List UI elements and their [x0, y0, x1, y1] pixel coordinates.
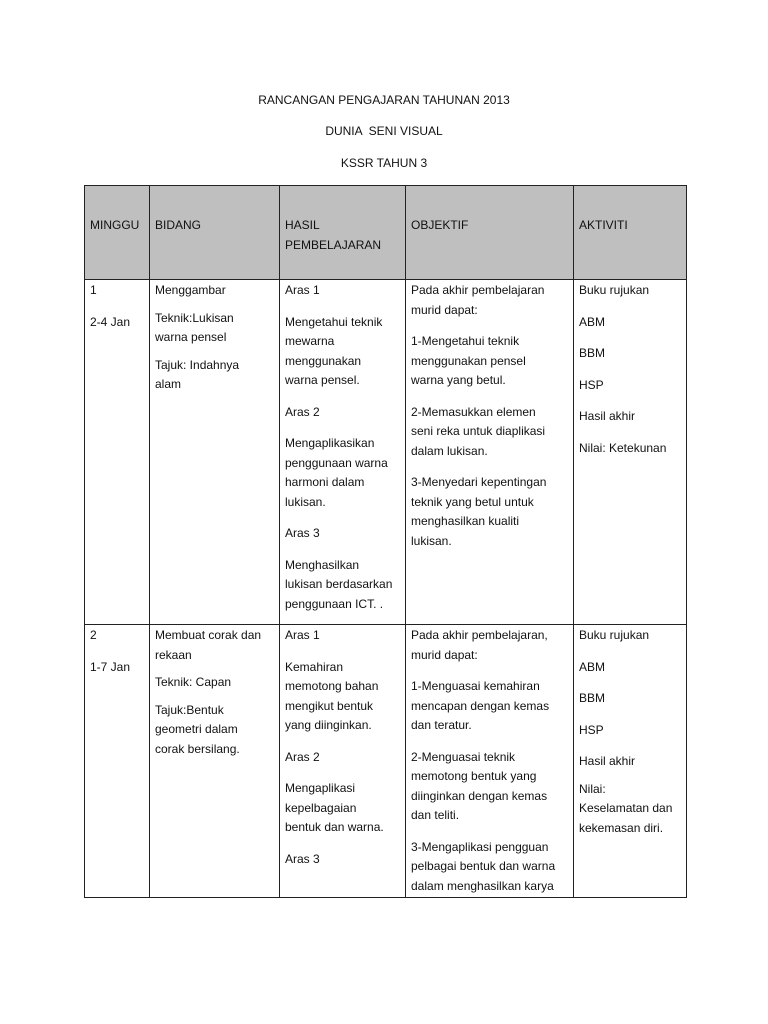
text-line: murid dapat:	[411, 302, 478, 317]
text-line: 2-Menguasai teknik	[411, 749, 516, 764]
text-line: 3-Mengaplikasi pengguan	[411, 839, 549, 854]
activity-item: BBM	[579, 691, 606, 705]
activity-value	[579, 780, 681, 839]
text-line: Keselamatan dan	[579, 801, 673, 815]
bidang-topic	[155, 356, 274, 395]
learning-outcome	[285, 434, 400, 512]
text-line: menghasilkan kualiti	[411, 514, 520, 528]
header-minggu	[85, 186, 150, 280]
learning-outcome	[285, 658, 400, 736]
text-line: Membuat corak dan	[155, 628, 262, 642]
cell-objektif	[406, 280, 574, 625]
text-line: dalam menghasilkan karya	[411, 878, 554, 893]
text-line: Menghasilkan	[285, 557, 360, 572]
text-line: alam	[155, 377, 182, 391]
level-label: Aras 2	[285, 749, 320, 764]
table-row	[85, 280, 687, 625]
text-line: Kemahiran	[285, 659, 344, 674]
lesson-plan-table	[84, 185, 687, 898]
learning-outcome	[285, 779, 400, 838]
activity-item: BBM	[579, 346, 606, 360]
bidang-technique	[155, 673, 274, 693]
objective-intro	[411, 626, 568, 665]
text-line: memotong bentuk yang	[411, 769, 537, 783]
text-line: Tajuk: Indahnya	[155, 357, 240, 372]
text-line: lukisan.	[411, 533, 452, 548]
text-line: Nilai:	[579, 781, 606, 796]
text-line: bentuk dan warna.	[285, 820, 384, 834]
learning-outcome	[285, 556, 400, 615]
cell-objektif	[406, 625, 574, 898]
activity-item: HSP	[579, 377, 604, 392]
header-aktiviti-label: AKTIVITI	[579, 218, 628, 232]
text-line: 1-Menguasai kemahiran	[411, 679, 540, 693]
text-line: Mengetahui teknik	[285, 314, 383, 329]
cell-minggu	[85, 280, 150, 625]
cell-bidang	[150, 625, 280, 898]
document-subtitle: DUNIA SENI VISUAL	[325, 124, 443, 138]
objective-item	[411, 748, 568, 826]
header-hasil-pembelajaran	[280, 186, 406, 280]
cell-aktiviti	[574, 280, 687, 625]
level-label: Aras 1	[285, 283, 320, 297]
text-line: teknik yang betul untuk	[411, 494, 534, 509]
text-line: warna pensel	[155, 330, 227, 344]
text-line: Teknik:Lukisan	[155, 310, 234, 325]
table-row	[85, 625, 687, 898]
text-line: kekemasan diri.	[579, 820, 664, 835]
text-line: dan teratur.	[411, 718, 472, 732]
level-label: Aras 2	[285, 404, 320, 419]
text-line: Mengaplikasi	[285, 781, 356, 795]
text-line: 2-Memasukkan elemen	[411, 404, 536, 419]
text-line: Mengaplikasikan	[285, 436, 375, 450]
header-bidang	[150, 186, 280, 280]
header-aktiviti	[574, 186, 687, 280]
week-date: 2-4 Jan	[90, 314, 131, 329]
text-line: rekaan	[155, 647, 192, 662]
text-line: lukisan berdasarkan	[285, 577, 393, 591]
text-line: Menggambar	[155, 283, 226, 297]
header-objektif	[406, 186, 574, 280]
activity-item: Buku rujukan	[579, 628, 650, 642]
text-line: 3-Menyedari kepentingan	[411, 475, 547, 489]
objective-item	[411, 403, 568, 462]
activity-item: Hasil akhir	[579, 409, 636, 423]
text-line: dan teliti.	[411, 808, 460, 822]
text-line: dalam lukisan.	[411, 443, 488, 458]
objective-item	[411, 473, 568, 551]
activity-item: ABM	[579, 659, 606, 674]
objective-item	[411, 838, 568, 897]
level-label: Aras 3	[285, 851, 320, 866]
text-line: seni reka untuk diaplikasi	[411, 424, 546, 438]
text-line: Pada akhir pembelajaran	[411, 283, 545, 297]
bidang-field	[155, 626, 274, 665]
text-line: diinginkan dengan kemas	[411, 788, 548, 803]
text-line: pelbagai bentuk dan warna	[411, 859, 556, 873]
text-line: 1-Mengetahui teknik	[411, 334, 520, 348]
document-class-label: KSSR TAHUN 3	[340, 156, 428, 170]
text-line: memotong bahan	[285, 679, 379, 693]
objective-item	[411, 332, 568, 391]
level-label: Aras 3	[285, 526, 320, 540]
cell-aktiviti	[574, 625, 687, 898]
text-line: yang diinginkan.	[285, 718, 372, 732]
bidang-technique	[155, 309, 274, 348]
activity-item: HSP	[579, 722, 604, 737]
text-line: warna pensel.	[285, 373, 360, 387]
cell-hasil-pembelajaran	[280, 280, 406, 625]
bidang-topic	[155, 701, 274, 760]
header-hasil-label-line1: HASIL	[285, 218, 320, 232]
text-line: menggunakan	[285, 353, 362, 368]
text-line: menggunakan pensel	[411, 353, 526, 368]
activity-item: Buku rujukan	[579, 283, 650, 297]
text-line: Tajuk:Bentuk	[155, 702, 224, 717]
text-line: murid dapat:	[411, 647, 478, 662]
text-line: harmoni dalam	[285, 475, 365, 489]
text-line: Pada akhir pembelajaran,	[411, 628, 548, 642]
text-line: mengikut bentuk	[285, 698, 374, 713]
header-bidang-label: BIDANG	[155, 218, 202, 232]
text-line: corak bersilang.	[155, 741, 240, 756]
bidang-field	[155, 281, 274, 301]
week-number: 2	[90, 628, 97, 642]
cell-hasil-pembelajaran	[280, 625, 406, 898]
header-minggu-label: MINGGU	[90, 218, 140, 232]
text-line: penggunaan ICT. .	[285, 596, 384, 611]
cell-minggu	[85, 625, 150, 898]
activity-item: ABM	[579, 314, 606, 329]
activity-item: Hasil akhir	[579, 754, 636, 768]
week-date: 1-7 Jan	[90, 659, 131, 674]
text-line: kepelbagaian	[285, 800, 357, 815]
text-line: lukisan.	[285, 494, 326, 509]
header-hasil-label-line2: PEMBELAJARAN	[285, 237, 382, 252]
header-objektif-label: OBJEKTIF	[411, 218, 469, 232]
cell-bidang	[150, 280, 280, 625]
text-line: geometri dalam	[155, 722, 238, 736]
text-line: warna yang betul.	[411, 373, 506, 387]
objective-item	[411, 677, 568, 736]
text-line: mewarna	[285, 334, 335, 348]
level-label: Aras 1	[285, 628, 320, 642]
text-line: Teknik: Capan	[155, 675, 232, 689]
objective-intro	[411, 281, 568, 320]
text-line: penggunaan warna	[285, 455, 388, 470]
text-line: mencapan dengan kemas	[411, 698, 550, 713]
learning-outcome	[285, 313, 400, 391]
activity-item: Nilai: Ketekunan	[579, 440, 667, 455]
document-title: RANCANGAN PENGAJARAN TAHUNAN 2013	[258, 93, 510, 107]
table-header-row	[85, 186, 687, 280]
week-number: 1	[90, 283, 97, 297]
